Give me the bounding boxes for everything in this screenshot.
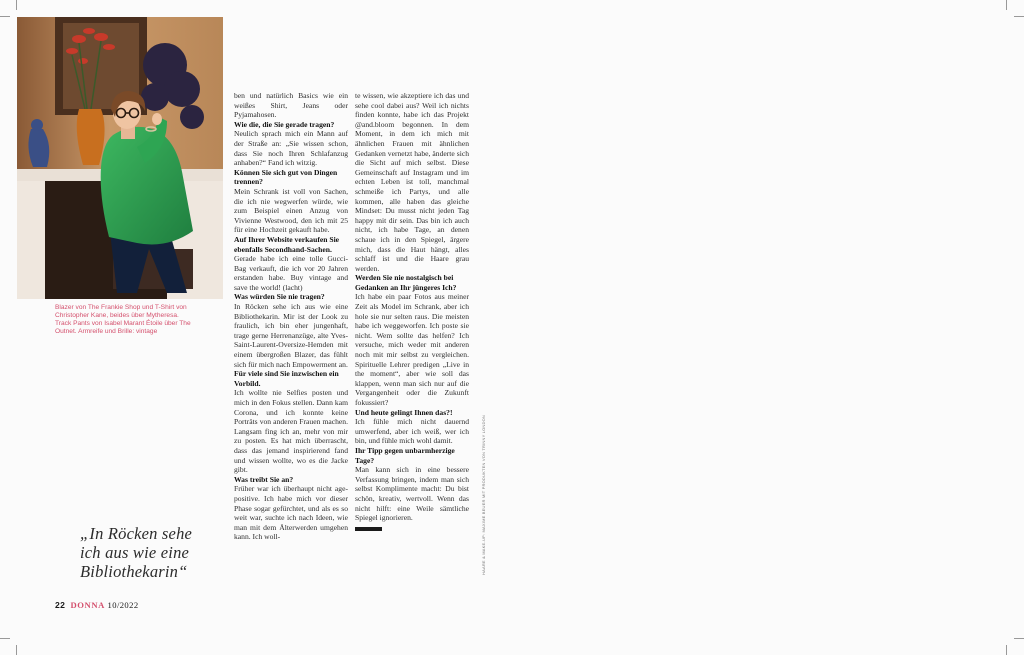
portrait-illustration [17,17,223,299]
page-number: 22 [55,600,66,610]
question-heading: Können Sie sich gut von Dingen trennen? [234,167,338,187]
answer-paragraph: Früher war ich überhaupt nicht age-positive. Ich habe mich vor dieser Phase sogar gefürchtet, und als es so weit war, suchte ich nach Ideen, wie man mit dem Älterwerden umgehen kann. Ich woll- [234,484,348,542]
page-footer [55,600,139,610]
issue-number: 10/2022 [107,600,139,610]
question-heading: Ihr Tipp gegen unbarmherzige Tage? [355,445,455,465]
answer-paragraph: Gerade habe ich eine tolle Gucci-Bag verkauft, die ich vor 20 Jahren erstanden habe. Buy vintage and save the world! (lacht) [234,254,348,292]
photo-caption: Blazer von The Frankie Shop und T-Shirt von Christopher Kane, beides über Mytheresa. Track Pants von Isabel Marant Étoile über The Outnet. Armreife und Brille: vintage [55,304,191,335]
answer-paragraph: ben und natürlich Basics wie ein weißes Shirt, Jeans oder Pyjamahosen. [234,91,348,120]
crop-mark [1006,0,1007,10]
text-column-2 [355,91,469,533]
magazine-brand: DONNA [70,600,105,610]
crop-mark [1014,638,1024,639]
question-heading: Was treibt Sie an? [234,474,294,484]
question-heading: Und heute gelingt Ihnen das?! [355,407,453,417]
crop-mark [1006,645,1007,655]
question-heading: Auf Ihrer Website verkaufen Sie ebenfalls Secondhand-Sachen. [234,234,340,254]
question-heading: Wie die, die Sie gerade tragen? [234,119,335,129]
text-column-1 [234,91,348,542]
answer-paragraph: Mein Schrank ist voll von Sachen, die ich nie wegwerfen würde, wie zum Beispiel einen Anzug von Vivienne Westwood, den ich mit 25 für eine Hochzeit gekauft habe. [234,186,348,235]
crop-mark [0,638,10,639]
answer-paragraph: In Röcken sehe ich aus wie eine Bibliothekarin. Mir ist der Look zu fraulich, ich bin eher jungenhaft, trage gerne Herrenanzüge, alte Yves-Saint-Laurent-Oversize-Hemden mit einem übergroßen Blazer, das fühlt sich für mich nach Empowerment an. [234,302,348,369]
question-heading: Für viele sind Sie inzwischen ein Vorbild. [234,369,339,388]
question-heading: Werden Sie nie nostalgisch bei Gedanken an Ihr jüngeres Ich? [355,273,457,292]
answer-paragraph: te wissen, wie akzeptiere ich das und sehe cool dabei aus? Weil ich nichts finden konnte, habe ich das Projekt @and.bloom begonnen. In dem Moment, in dem ich mich mit ähnlichen Frauen mit ähnlichen Gedanken vernetzt habe, änderte sich die Sicht auf mich selbst. Diese Gemeinschaft auf Instagram und im echten Leben ist toll, manchmal schmeiße ich Partys, und alle kommen, alle haben das gleiche Mindset: Du musst nicht jeden Tag happy mit dir sein. Das bin ich auch nicht, ich habe Tage, an denen schaue ich in den Spiegel, ärgere mich, dass die Haut hängt, alles schlaff ist und die Haare grau werden. [355,91,469,273]
portrait-photo [17,17,223,299]
photo-credit: HAARE & MAKE-UP: MAXIME BEUER MIT PRODUKTEN VON TRINNY LONDON [481,414,486,575]
crop-mark [16,0,17,10]
question-heading: Was würden Sie nie tragen? [234,292,325,302]
answer-paragraph: Ich wollte nie Selfies posten und mich in den Fokus stellen. Dann kam Corona, und ich konnte keine Porträts von anderen Frauen machen. Langsam fing ich an, mehr von mir zu posten. Es hat mich überrascht, dass das jemand inspirierend fand und wissen wollte, wo es die Jacke gibt. [234,388,348,475]
answer-paragraph: Neulich sprach mich ein Mann auf der Straße an: „Sie wissen schon, dass Sie noch Ihren Schlafanzug anhaben?“ Fand ich witzig. [234,129,348,168]
answer-paragraph: Man kann sich in eine bessere Verfassung bringen, indem man sich selbst Komplimente macht: Du bist schön, kreativ, wertvoll. Wenn das nicht hilft: eine Weile sämtliche Spiegel ignorieren. [355,465,469,523]
pull-quote: „In Röcken sehe ich aus wie eine Bibliothekarin“ [80,524,193,581]
crop-mark [1014,16,1024,17]
crop-mark [0,16,10,17]
article-end-mark [355,527,382,531]
crop-mark [16,645,17,655]
answer-paragraph: Ich habe ein paar Fotos aus meiner Zeit als Model im Schrank, aber ich hole sie nur selten raus. Die meisten habe ich weggeworfen. Ich poste sie nicht. Wem sollte das helfen? Ich versuche, mich weder mit anderen noch mit mir selbst zu vergleichen. Spirituelle Lehrer predigen „Live in the moment“, aber wie soll das klappen, wenn man sich nur auf die Vergangenheit oder die Zukunft fokussiert? [355,292,469,407]
answer-paragraph: Ich fühle mich nicht dauernd umwerfend, aber ich weiß, wer ich bin, und fühle mich wohl damit. [355,417,469,446]
